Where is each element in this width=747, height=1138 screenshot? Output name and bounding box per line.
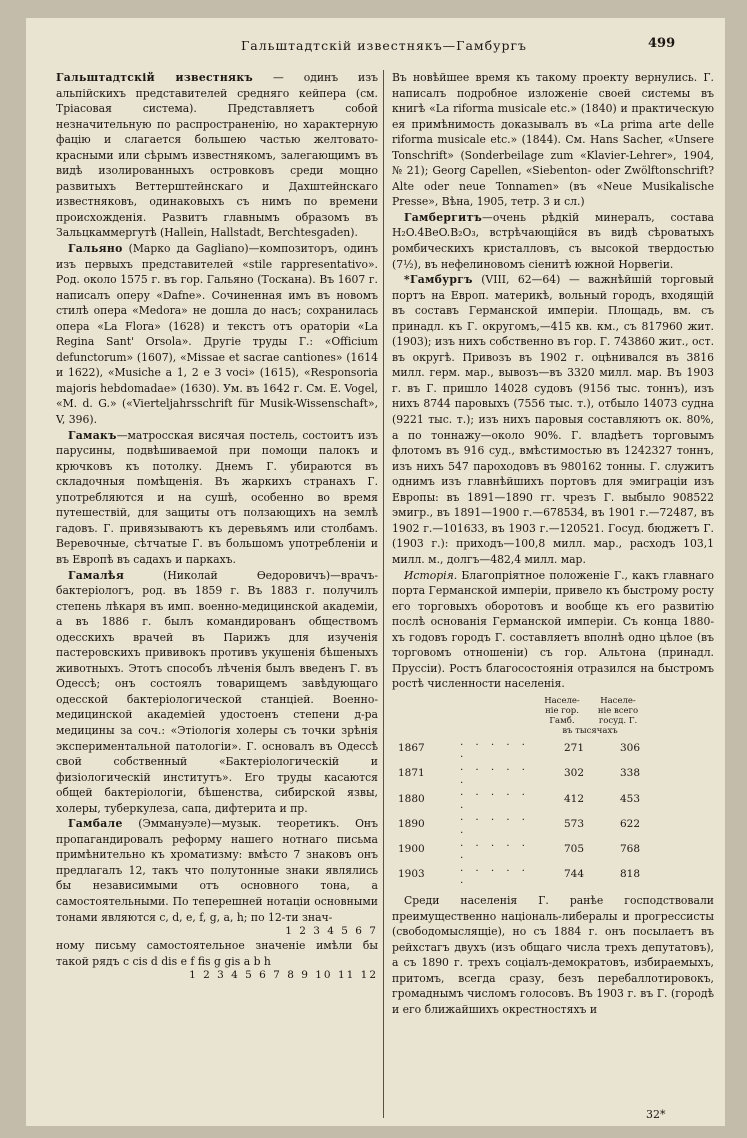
headword: Гальяно [68,242,123,256]
entry-text: (Эммануэле)—музык. теоретикъ. Онъ пропагандировалъ реформу нашего нотнаго письма примѣнительно къ хроматизму: вмѣсто 7 знаковъ онъ предлагалъ 12, такъ что полутонные знаки являлись бы независимыми отъ основного тона, а самостоятельными. По теперешней нотаціи основными тонами являются c, d, e, f, g, a, h; по 12-ти знач- [56,817,378,924]
headword: Гальштадтскій известнякъ [56,71,254,84]
entry-hallstatt [56,70,378,241]
leader-dots: . . . . . . [460,786,528,811]
leader-dots: . . . . . . [460,735,528,761]
entry-gamaleya [56,568,378,817]
headword: Гамалѣя [68,568,125,582]
entry-gambale-continued: ному письму самостоятельное значеніе имѣли бы такой рядъ c cis d dis e f fis g gis a b h [56,939,378,968]
state-cell: 338 [619,767,640,780]
population-table [392,696,646,887]
entry-text: — одинъ изъ альпійскихъ представителей средняго кейпера (см. Тріасовая система). Представляетъ собой незначительную по распространенію, но характерную фацію и слагается большею частью желтовато-красными или сѣрымъ известнякомъ, залегающимъ въ видѣ изолированныхъ островковъ среди мощно развитыхъ Веттерштейнскаго и Дахштейнскаго известняковъ, одинаковыхъ съ нимъ по времени происхожденія. Развитъ главнымъ образомъ въ Зальцкаммергутѣ (Hallein, Hallstadt, Berchtesgaden). [56,71,378,240]
city-cell: 302 [563,767,584,780]
leader-dots: . . . . . . [460,811,528,837]
entry-text: (Марко да Gagliano)—композиторъ, одинъ изъ первыхъ представителей «stile rappresentativo». Род. около 1575 г. въ гор. Гальяно (Тоскана). Въ 1607 г. написалъ оперу «Dafne». Сочиненная имъ въ новомъ стилѣ опера «Medora» не дошла до насъ; сохранилась опера «La Flora» (1628) и текстъ отъ ораторіи «La Regina Sant' Orsola». Другіе труды Г.: «Officium defunctorum» (1607), «Missae et sacrae cantiones» (1614 и 1622), «Musiche a 1, 2 e 3 voci» (1615), «Responsoria majoris hebdomadae» (1630). Ум. въ 1642 г. См. E. Vogel, «M. d. G.» («Vierteljahrsschrift für Musik-Wissenschaft», V, 396). [56,242,378,427]
entry-gambale [56,816,378,925]
state-cell: 453 [619,792,640,805]
page-number: 499 [648,36,676,51]
table-row [392,761,646,786]
page-sheet [26,18,725,1126]
city-cell: 705 [563,842,584,855]
entry-text: (VIII, 62—64) — важнѣйшій торговый портъ на Европ. материкѣ, вольный городъ, входящій въ составъ Германской имперіи. Площадь, вм. съ принадл. къ Г. округомъ,—415 кв. км., съ 817960 жит. (1903); изъ нихъ собственно въ гор. Г. 743860 жит., ост. въ округѣ. Привозъ въ 1902 г. оцѣнивался въ 3816 милл. герм. мар., вывозъ—въ 3320 милл. мар. Въ 1903 г. въ Г. пришло 14028 судовъ (9156 тыс. тоннъ), изъ нихъ 8744 паровыхъ (7556 тыс. т.), отбыло 14073 судна (9221 тыс. т.); изъ нихъ паровыя составляютъ ок. 80%, а по тоннажу—около 90%. Г. владѣетъ торговымъ флотомъ въ 916 суд., вмѣстимостью въ 1242327 тоннъ, изъ нихъ 547 пароходовъ въ 980162 тонны. Г. служитъ однимъ изъ главнѣйшихъ портовъ для эмиграціи изъ Европы: въ 1891—1890 гг. чрезъ Г. выбыло 908522 эмигр., въ 1891—1900 г.—678534, въ 1901 г.—72487, въ 1902 г.—101633, въ 1903 г.—120521. Госуд. бюджетъ Г. (1903 г.): приходъ—100,8 милл. мар., расходъ 103,1 милл. м., долгъ—482,4 милл. мар. [392,273,714,566]
entry-hammock [56,428,378,568]
entry-text: (Николай Ѳедоровичъ)—врачъ-бактеріологъ, род. въ 1859 г. Въ 1883 г. получилъ степень лѣкаря въ имп. военно-медицинской академіи, а въ 1886 г. былъ командированъ обществомъ одесскихъ врачей въ Парижъ для изученія пастеровскихъ прививокъ противъ укушенія бѣшеныхъ животныхъ. Этотъ способъ лѣченія былъ введенъ Г. въ Одессѣ; онъ состоялъ товарищемъ завѣдующаго одесской бактеріологической станціей. Военно-медицинской академіей удостоенъ степени д-ра медицины за соч.: «Этіологія холеры съ точки зрѣнія экспериментальной патологіи». Г. основалъ въ Одессѣ свой собственный «Бактеріологическій и физіологическій институтъ». Его труды касаются общей бактеріологіи, бѣшенства, сибирской язвы, холеры, туберкулеза, сапа, дифтерита и пр. [56,568,378,815]
year-cell: 1903 [398,868,425,881]
year-cell: 1900 [398,842,425,855]
table-row [392,786,646,811]
table-row [392,811,646,836]
entry-hamburg [392,272,714,567]
leader-dots: . . . . . . [460,761,528,786]
entry-text: —очень рѣдкій минералъ, состава H₂O.4BeO.B₂O₃, встрѣчающійся въ видѣ сѣроватыхъ ромбическихъ кристалловъ, съ высокой твердостью (7½), въ нефелиновомъ сіенитѣ южной Норвегіи. [392,210,714,271]
entry-text: —матросская висячая постель, состоитъ изъ парусины, подвѣшиваемой при помощи палокъ и крючковъ къ потолку. Днемъ Г. убираются въ складочныя помѣщенія. Въ жаркихъ странахъ Г. употребляются и на сушѣ, особенно во время путешествій, для защиты отъ ползающихъ на землѣ гадовъ. Г. привязываютъ къ деревьямъ или столбамъ. Веревочные, сѣтчатые Г. въ большомъ употребленіи и въ Европѣ въ садахъ и паркахъ. [56,428,378,566]
table-row [392,837,646,862]
right-column [392,70,714,1017]
year-cell: 1890 [398,817,425,830]
state-cell: 768 [619,842,640,855]
running-title: Гальштадтскій известнякъ—Гамбургъ [241,38,528,53]
entry-text: Благопріятное положеніе Г., какъ главнаго порта Германской имперіи, привело къ быстрому росту его торговыхъ оборотовъ и вообще къ его развитію послѣ основанія Германской имперіи. Съ конца 1880-хъ годовъ городъ Г. составляетъ вполнѣ одно цѣлое (въ торговомъ отношеніи) съ гор. Альтона (принадл. Пруссіи). Ростъ благосостоянія отразился на быстромъ ростѣ численности населенія. [392,568,714,691]
city-cell: 744 [563,868,584,881]
year-cell: 1880 [398,792,425,805]
state-cell: 306 [619,742,640,755]
entry-hamburg-politics: Среди населенія Г. ранѣе господствовали преимущественно національ-либералы и прогрессисты (свободомыслящіе), но съ 1884 г. онъ посылаетъ въ рейхстагъ двухъ (изъ общаго числа трехъ депутатовъ), а съ 1890 г. трехъ соціалъ-демократовъ, избираемыхъ, притомъ, всегда сразу, безъ перебаллотировокъ, громаднымъ числомъ голосовъ. Въ 1903 г. въ Г. (городѣ и его ближайшихъ окрестностяхъ и [392,894,714,1016]
year-cell: 1871 [398,767,425,780]
column-divider [383,70,384,1118]
leader-dots: . . . . . . [460,861,528,887]
entry-hambergite [392,210,714,272]
headword: Гамбале [68,817,123,831]
col-header-state: Населе-ніе всего госуд. Г. [597,695,639,726]
headword: Гамакъ [68,428,117,442]
headword: Гамбергитъ [404,210,483,224]
section-label: Исторія. [404,568,458,582]
table-row [392,736,646,761]
signature-mark: 32* [646,1108,666,1121]
state-cell: 818 [619,868,640,881]
col-header-city: Населе-ніе гор. Гамб. [544,695,580,726]
leader-dots: . . . . . . [460,836,528,862]
city-cell: 573 [563,817,584,830]
note-numbering-7: 1 2 3 4 5 6 7 [285,925,378,938]
entry-hamburg-history [392,568,714,692]
entry-gambale-end: Въ новѣйшее время къ такому проекту вернулись. Г. написалъ подробное изложеніе своей системы въ книгѣ «La riforma musicale etc.» (1840) и практическую ея примѣнимость доказывалъ въ «La prima arte delle riforma musicale etc.» (1844). См. Hans Sacher, «Unsere Tonschrift» (Sonderbeilage zum «Klavier-Lehrer», 1904, № 21); Georg Capellen, «Siebenton- oder Zwölftonschrift? Alte oder neue Tonnamen» (въ «Neue Musikalische Presse», Вѣна, 1905, тетр. 3 и сл.) [392,71,714,209]
city-cell: 412 [563,792,584,805]
city-cell: 271 [563,742,584,755]
left-column [56,70,378,982]
entry-gagliano [56,241,378,428]
table-row [392,862,646,887]
year-cell: 1867 [398,742,425,755]
unit-label: въ тысячахъ [562,725,618,736]
state-cell: 622 [619,817,640,830]
headword: *Гамбургъ [404,273,473,287]
note-numbering-12: 1 2 3 4 5 6 7 8 9 10 11 12 [189,969,378,982]
